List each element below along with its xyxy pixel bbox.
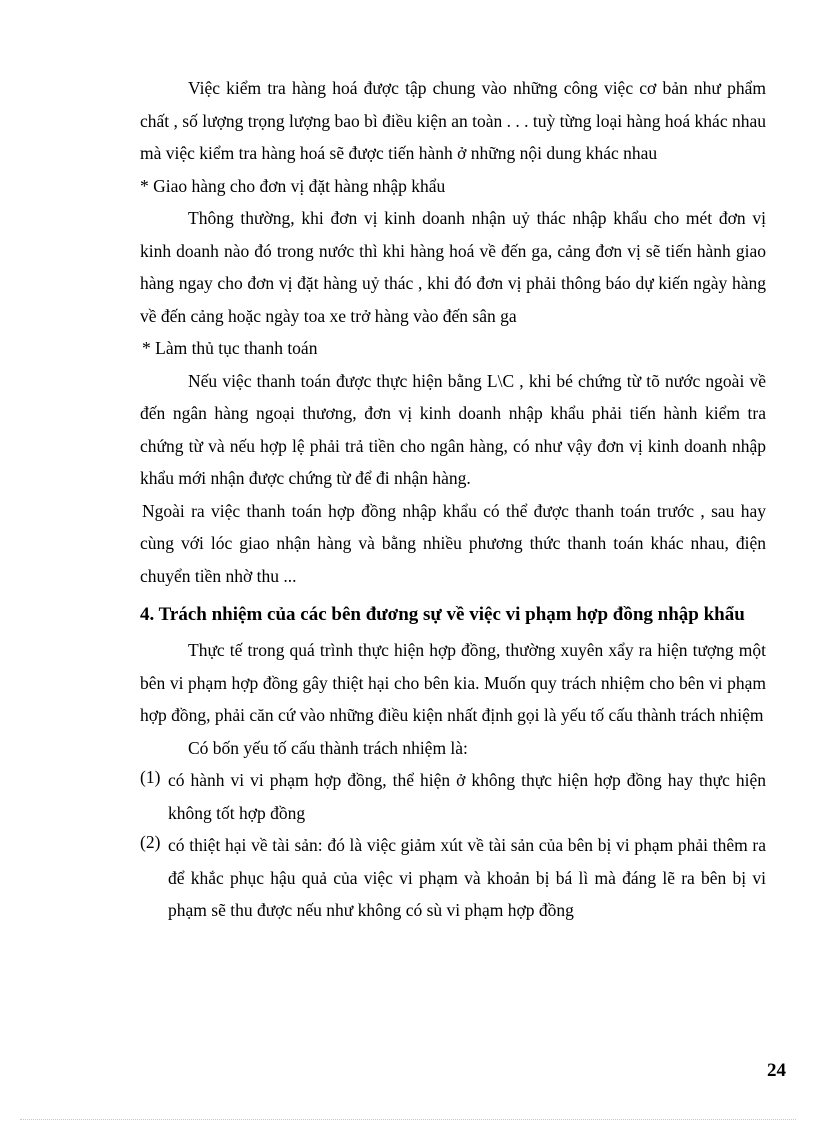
bullet-payment: * Làm thủ tục thanh toán bbox=[142, 338, 318, 358]
list-item-text: có thiệt hại về tài sản: đó là việc giảm xút về tài sản của bên bị vi phạm phải thêm ra để khắc phục hậu quả của việc vi phạm và khoản bị bá lì mà đáng lẽ ra bên bị vi phạm sẽ thu được nếu như không có sù vi phạm hợp đồng bbox=[168, 835, 766, 920]
section-heading: 4. Trách nhiệm của các bên đương sự về việc vi phạm hợp đồng nhập khẩu bbox=[140, 604, 745, 625]
paragraph-delivery: Thông thường, khi đơn vị kinh doanh nhận uỷ thác nhập khẩu cho mét đơn vị kinh doanh nào đó trong nước thì khi hàng hoá về đến ga, cảng đơn vị sẽ tiến hành giao hàng ngay cho đơn vị đặt hàng uỷ thác , khi đó đơn vị phải thông báo dự kiến ngày hàng về đến cảng hoặc ngày toa xe trở hàng vào đến sân ga bbox=[140, 208, 766, 326]
paragraph-payment-lc: Nếu việc thanh toán được thực hiện bằng L\C , khi bé chứng từ tõ nước ngoài về đến ngân hàng ngoại thương, đơn vị kinh doanh nhập khẩu phải tiến hành kiểm tra chứng từ và nếu hợp lệ phải trả tiền cho ngân hàng, có như vậy đơn vị kinh doanh nhập khẩu mới nhận được chứng từ để đi nhận hàng. bbox=[140, 370, 766, 488]
list-item bbox=[140, 764, 766, 829]
bullet-delivery: * Giao hàng cho đơn vị đặt hàng nhập khẩu bbox=[140, 175, 446, 196]
page-body bbox=[140, 72, 766, 927]
paragraph-four-factors: Có bốn yếu tố cấu thành trách nhiệm là: bbox=[188, 737, 468, 758]
paragraph-inspection: Việc kiểm tra hàng hoá được tập chung vào những công việc cơ bản như phẩm chất , số lượng trọng lượng bao bì điều kiện an toàn . . . tuỳ từng loại hàng hoá khác nhau mà việc kiểm tra hàng hoá sẽ được tiến hành ở những nội dung khác nhau bbox=[140, 78, 766, 163]
list-item bbox=[140, 829, 766, 927]
footer-divider bbox=[20, 1119, 796, 1120]
paragraph-payment-other: Ngoài ra việc thanh toán hợp đồng nhập khẩu có thể được thanh toán trước , sau hay cùng với lóc giao nhận hàng và bằng nhiều phương thức thanh toán khác nhau, điện chuyển tiền nhờ thu ... bbox=[140, 500, 766, 586]
page-number: 24 bbox=[767, 1060, 786, 1081]
list-item-number: (2) bbox=[140, 832, 161, 852]
paragraph-responsibility: Thực tế trong quá trình thực hiện hợp đồng, thường xuyên xẩy ra hiện tượng một bên vi phạm hợp đồng gây thiệt hại cho bên kia. Muốn quy trách nhiệm cho bên vi phạm hợp đồng, phải căn cứ vào những điều kiện nhất định gọi là yếu tố cấu thành trách nhiệm bbox=[140, 640, 766, 725]
list-item-text: có hành vi vi phạm hợp đồng, thể hiện ở không thực hiện hợp đồng hay thực hiện không tốt hợp đồng bbox=[168, 770, 766, 823]
list-item-number: (1) bbox=[140, 767, 161, 787]
